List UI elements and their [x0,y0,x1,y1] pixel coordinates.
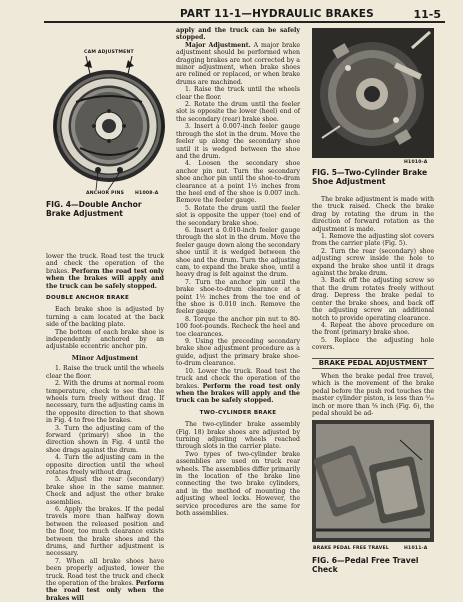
col3-step-3: 3. Back off the adjusting screw so that the drum rotates freely without drag. Depress the brake pedal to center the brake shoes, and back off the adjusting screw an additional notch to provide operating clearance. [312,277,434,322]
col1-step-7-bold: Perform the road test only when the brakes will [46,580,165,602]
double-anchor-heading: DOUBLE ANCHOR BRAKE [46,295,130,302]
column-1 [46,253,164,602]
col2-step-10-bold: Perform the road test only when the brakes will apply and the truck can be safely stopped. [176,382,301,405]
page-number: 11-5 [413,8,441,21]
col1-para-2: Each brake shoe is adjusted by turning a cam located at the back side of the backing plate. [46,306,164,329]
column-3 [312,196,434,417]
col3-step-2: 2. Turn the rear (secondary) shoe adjusting screw inside the hole to expand the brake shoe until it drags against the brake drum. [312,247,434,278]
col2-step-3: 3. Insert a 0.007-inch feeler gauge through the slot in the drum. Move the feeler up along the secondary shoe until it is wedged between the shoe and the drum. [176,123,300,160]
fig6-label: BRAKE PEDAL FREE TRAVEL [313,546,389,551]
fig6-caption: FIG. 6—Pedal Free Travel Check [312,556,419,574]
col2-step-6: 6. Insert a 0.010-inch feeler gauge through the slot in the drum. Move the feeler gauge down along the secondary shoe until it is wedged between the shoe and the drum. Turn the adjusting cam, to expand the brake shoe, until a heavy drag is felt against the drum. [176,226,300,279]
page-header-title: PART 11-1—HYDRAULIC BRAKES [180,8,374,20]
brake-pedal-adjustment-heading: BRAKE PEDAL ADJUSTMENT [312,358,434,369]
col2-step-10: 10. Lower the truck. Road test the truck and check the operation of the brakes. [176,367,300,390]
col2-para-2: Two types of two-cylinder brake assemblies are used on truck rear wheels. The assemblies differ primarily in the location of the brake line connecting the two brake cylinders, and in the method of mounting the adjusting wheel locks. However, the service procedures are the same for both assemblies. [176,450,300,517]
col3-step-4: 4. Repeat the above procedure on the front (primary) brake shoe. [312,321,434,337]
header-rule [44,21,445,23]
col1-step-1: 1. Raise the truck until the wheels clear the floor. [46,365,164,380]
col2-step-4: 4. Loosen the secondary shoe anchor pin nut. Turn the secondary shoe anchor pin until the shoe-to-drum clearance at a point 1½ inches from the heel end of the shoe is 0.007 inch. Remove the feeler gauge. [176,160,300,205]
col1-step-5: 5. Adjust the rear (secondary) brake shoe in the same manner. Check and adjust the other brake assemblies. [46,476,164,506]
col3-step-5: 5. Replace the adjusting hole covers. [312,336,434,352]
col2-step-5: 5. Rotate the drum until the feeler slot is opposite the upper (toe) end of the secondary brake shoe. [176,204,300,227]
col2-step-2: 2. Rotate the drum until the feeler slot is opposite the lower (heel) end of the secondary (rear) brake shoe. [176,101,300,123]
minor-adjustment-heading: Minor Adjustment [71,353,139,362]
col1-para-1: lower the truck. Road test the truck and check the operation of the brakes. [46,253,164,275]
fig5-caption: FIG. 5—Two-Cylinder Brake Shoe Adjustment [312,168,428,186]
col3-step-1: 1. Remove the adjusting slot covers from the carrier plate (Fig. 5). [312,233,434,248]
major-adjustment-heading: Major Adjustment. [185,41,251,49]
col2-continued-bold: apply and the truck can be safely stopped. [176,27,300,42]
fig6-code: H1011-A [404,546,428,551]
col3-para-2: When the brake pedal free travel, which is the movement of the brake pedal before the push rod touches the master cylinder piston, is less than ⁵⁄₁₆ inch or more than ⅝ inch (Fig. 6), the pedal should be ad- [312,372,434,417]
col2-step-9: 9. Using the preceding secondary brake shoe adjustment procedure as a guide, adjust the primary brake shoe-to-drum clearance. [176,338,300,368]
fig6-pedal-illustration [312,420,434,542]
fig4-brake-illustration [46,52,172,192]
col1-step-2: 2. With the drums at normal room temperature, check to see that the wheels turn freely without drag. If necessary, turn the adjusting cams in the opposite direction to that shown in Fig. 4 to free the brakes. [46,380,164,425]
fig5-code: H1010-A [404,160,428,165]
col1-step-7: 7. When all brake shoes have been properly adjusted, lower the truck. Road test the truck and check the operation of the brakes. [46,557,164,588]
fig4-caption: FIG. 4—Double Anchor Brake Adjustment [46,200,142,218]
col3-para-1: The brake adjustment is made with the truck raised. Check the brake drag by rotating the drum in the direction of forward rotation as the adjustment is made. [312,196,434,233]
col1-step-4: 4. Turn the adjusting cam in the opposite direction until the wheel rotates freely without drag. [46,454,164,476]
col2-step-8: 8. Torque the anchor pin nut to 80-100 foot-pounds. Recheck the heel and toe clearances. [176,315,300,338]
col1-step-3: 3. Turn the adjusting cam of the forward (primary) shoe in the direction shown in Fig. 4 until the shoe drags against the drum. [46,424,164,454]
col1-para-1-bold: Perform the road test only when the brakes will apply and the truck can be safely stopped. [46,267,164,290]
major-adjustment-text: A major brake adjustment should be performed when dragging brakes are not corrected by a minor adjustment, when brake shoes are relined or replaced, or when brake drums are machined. [176,41,301,86]
fig4-code: H1008-A [135,191,159,196]
col1-para-3: The bottom of each brake shoe is independently anchored by an adjustable eccentric anchor pin. [46,328,164,351]
col2-para-1: The two-cylinder brake assembly (Fig. 18) brake shoes are adjusted by turning adjusting wheels reached through slots in the carrier plate. [176,421,300,451]
col2-step-1: 1. Raise the truck until the wheels clear the floor. [176,86,300,101]
two-cylinder-heading: TWO-CYLINDER BRAKE [199,409,277,416]
fig4-bottom-label: ANCHOR PINS [86,191,125,196]
fig5-two-cylinder-illustration [312,28,434,158]
col2-step-7: 7. Turn the anchor pin until the brake shoe-to-drum clearance at a point 1½ inches from the toe end of the shoe is 0.010 inch. Remove the feeler gauge. [176,278,300,316]
fig4-top-label: CAM ADJUSTMENT [84,50,134,55]
column-2 [176,27,300,517]
col1-step-6: 6. Apply the brakes. If the pedal travels more than halfway down between the released position and the floor, too much clearance exists between the brake shoes and the drums, and further adjustment is necessary. [46,506,164,558]
